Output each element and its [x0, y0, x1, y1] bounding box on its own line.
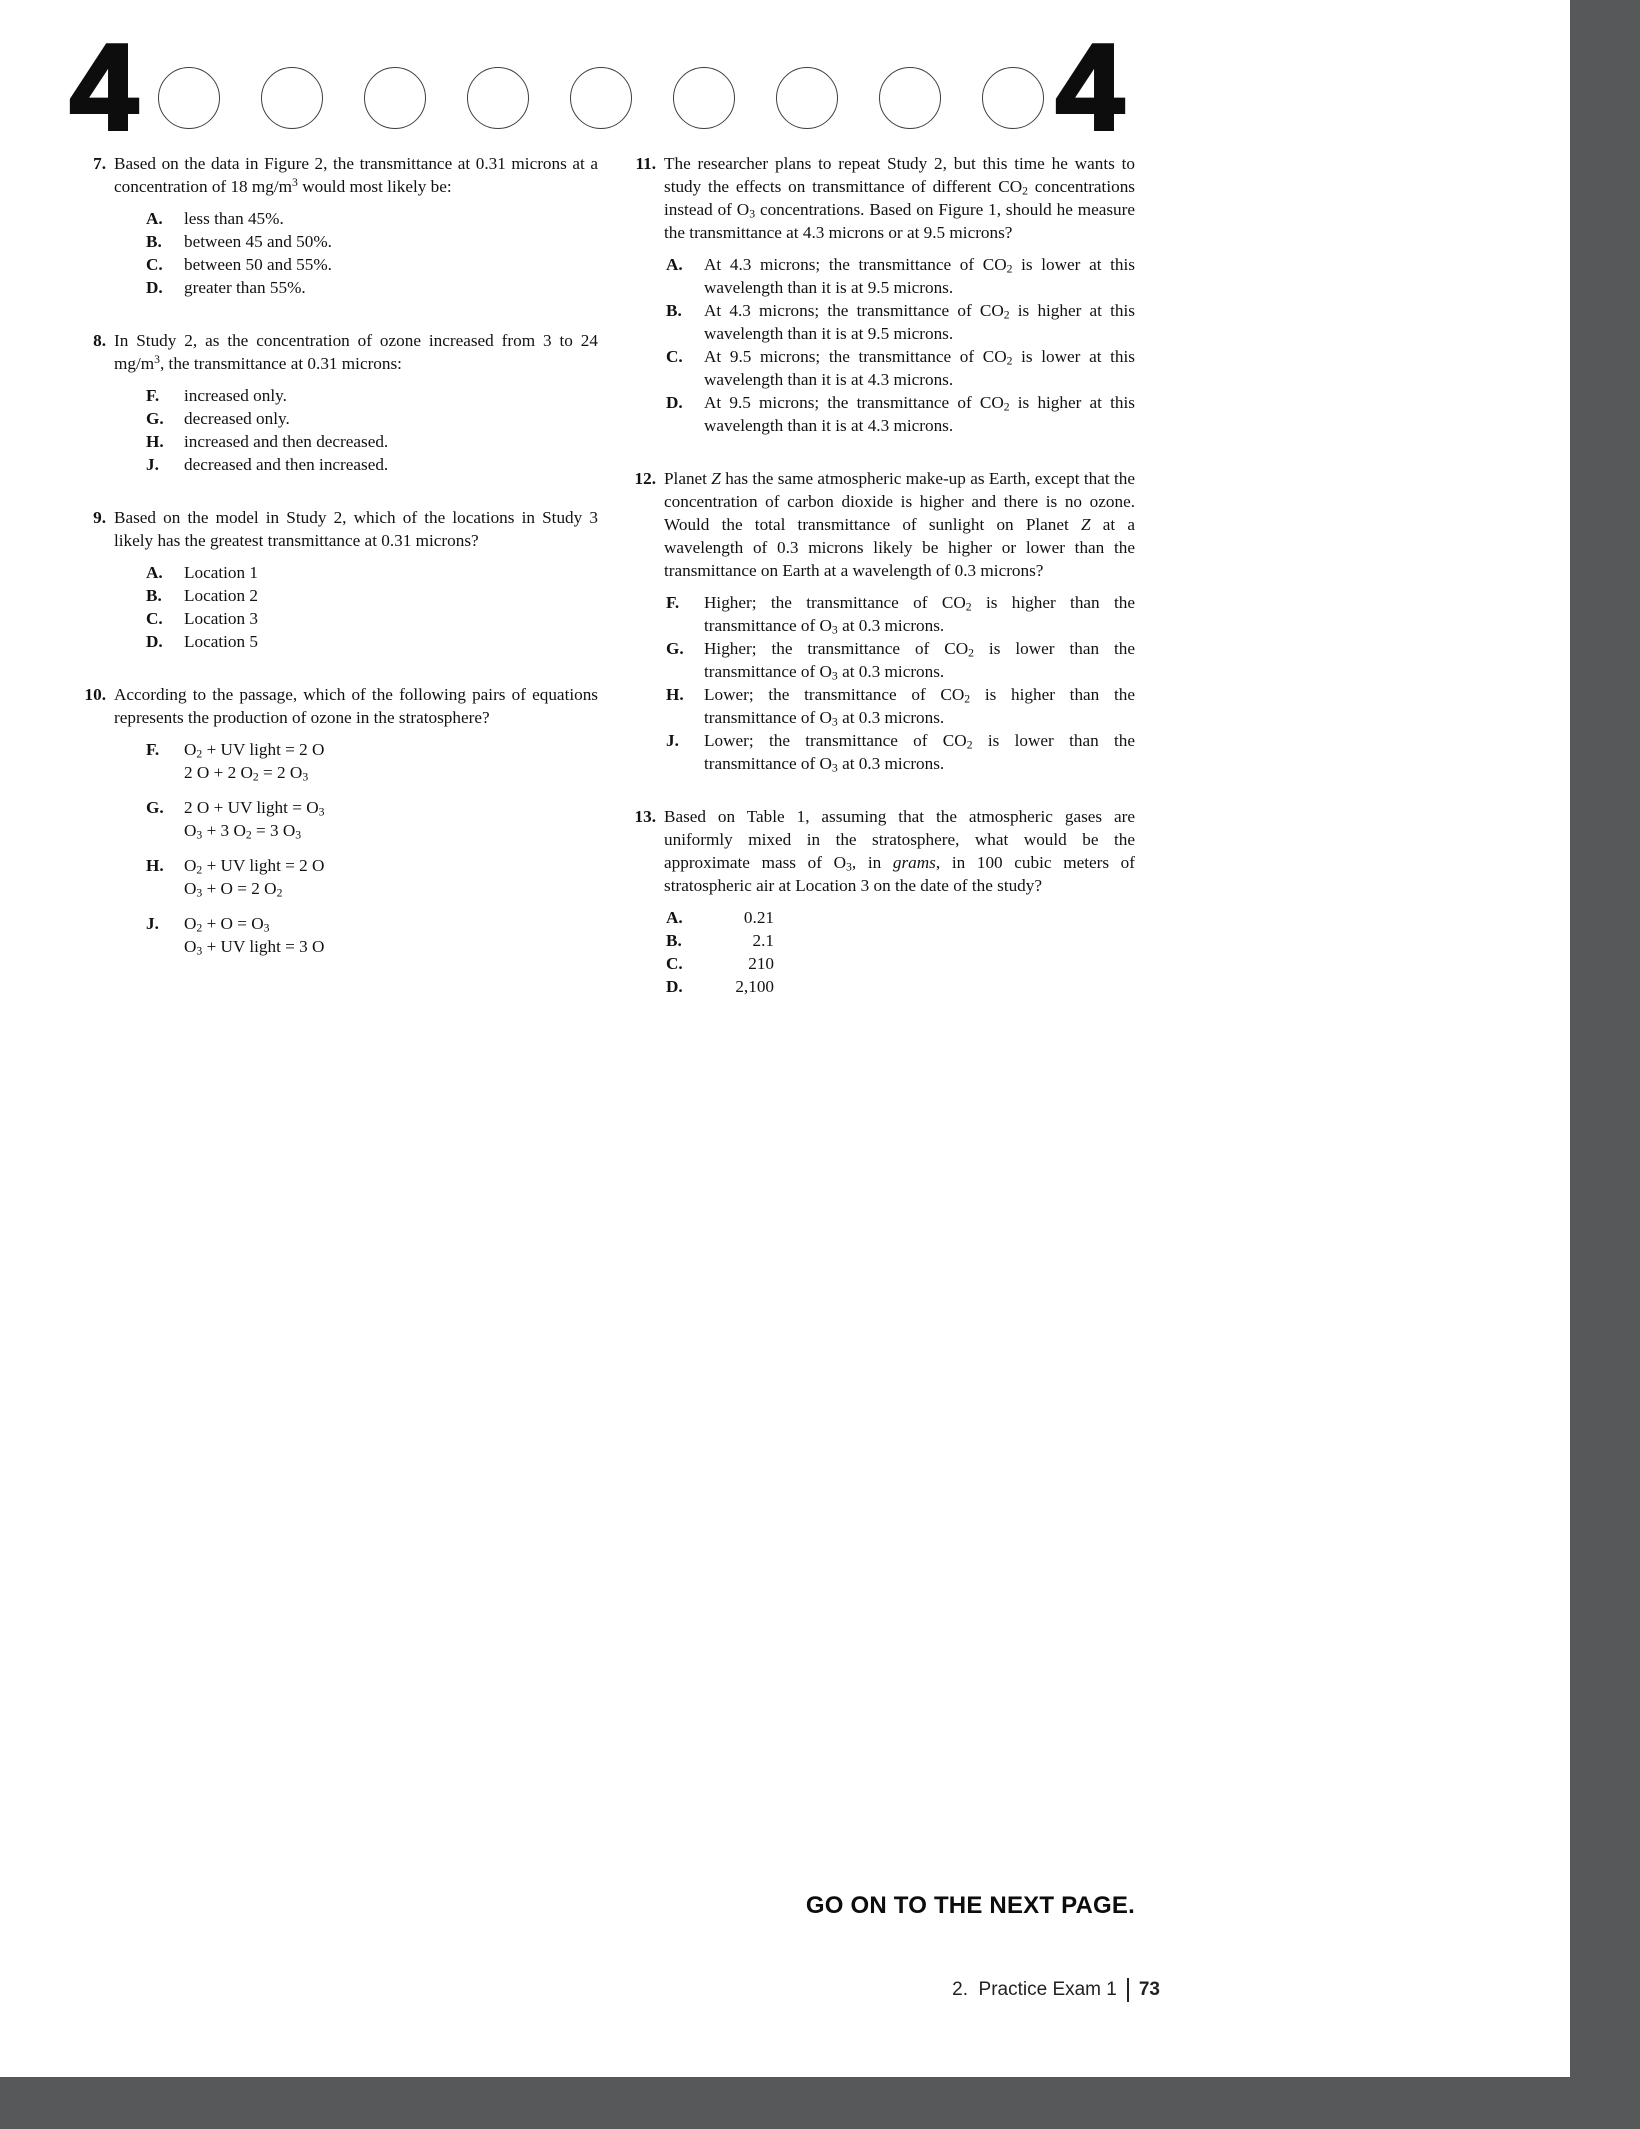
option-label: C. [666, 347, 683, 366]
answer-option [664, 345, 1135, 391]
answer-option [664, 975, 1135, 998]
option-label: A. [146, 563, 163, 582]
answer-bubble [879, 67, 941, 129]
option-text: increased only. [184, 386, 287, 405]
option-label: D. [666, 977, 683, 996]
option-text: Location 1 [184, 563, 258, 582]
bubble-row [158, 67, 1044, 129]
option-label: H. [146, 432, 164, 451]
option-text: between 45 and 50%. [184, 232, 332, 251]
answer-bubble [776, 67, 838, 129]
footer-label: 2. Practice Exam 1 [952, 1979, 1117, 2000]
answer-bubble [261, 67, 323, 129]
question-13 [620, 805, 1135, 998]
option-text: less than 45%. [184, 209, 284, 228]
answer-option [114, 630, 598, 653]
answer-bubble [467, 67, 529, 129]
question-number: 12. [634, 469, 656, 488]
question-stem: Based on the model in Study 2, which of the locations in Study 3 likely has the greatest transmittance at 0.31 microns? [114, 508, 598, 550]
answer-option [114, 207, 598, 230]
right-column [620, 152, 1135, 1028]
option-label: F. [146, 740, 160, 759]
options-list [114, 738, 598, 958]
answer-option [664, 637, 1135, 683]
option-text: At 9.5 microns; the transmittance of $CO_2$ is lower at this wavelength than it is at 4.3 microns. [704, 347, 1135, 389]
answer-option [114, 796, 598, 842]
option-text: At 4.3 microns; the transmittance of $CO_2$ is lower at this wavelength than it is at 9.5 microns. [704, 255, 1135, 297]
option-text: Lower; the transmittance of $CO_2$ is lower than the transmittance of $O_3$ at 0.3 microns. [704, 731, 1135, 775]
option-label: H. [146, 856, 164, 875]
left-column [70, 152, 598, 1000]
option-text: increased and then decreased. [184, 432, 389, 451]
question-number: 10. [84, 685, 106, 704]
answer-option [114, 854, 598, 900]
option-text: At 9.5 microns; the transmittance of $CO_2$ is higher at this wavelength than it is at 4.3 microns. [704, 393, 1135, 435]
answer-option [664, 253, 1135, 299]
answer-bubble [673, 67, 735, 129]
option-label: B. [666, 301, 682, 320]
option-label: H. [666, 685, 684, 704]
question-number: 13. [634, 807, 656, 826]
section-number-right: 4 [1056, 19, 1122, 155]
option-text: Location 2 [184, 586, 258, 605]
question-number: 7. [93, 154, 106, 173]
option-label: A. [666, 908, 683, 927]
option-text: 210 [748, 954, 774, 973]
option-equations: 2 O + UV light = $O_3$ $O_3 + 3$ $O_2 = 3$ $O_3$ [184, 798, 325, 842]
options-list [664, 253, 1135, 437]
option-text: greater than 55%. [184, 278, 306, 297]
option-text: decreased and then increased. [184, 455, 389, 474]
option-text: Location 5 [184, 632, 258, 651]
option-text: 2,100 [735, 977, 774, 996]
question-stem: In Study 2, as the concentration of ozone increased from 3 to 24 $mg/m^3$, the transmittance at 0.31 microns: [114, 331, 598, 373]
option-label: F. [666, 593, 680, 612]
answer-option [664, 299, 1135, 345]
question-stem: According to the passage, which of the following pairs of equations represents the production of ozone in the stratosphere? [114, 685, 598, 727]
answer-bubble [364, 67, 426, 129]
question-stem: Based on Table 1, assuming that the atmospheric gases are uniformly mixed in the stratosphere, what would be the approximate mass of $O_3$, in grams, in 100 cubic meters of stratospheric air at Location 3 on the date of the study? [664, 807, 1135, 895]
answer-option [664, 929, 1135, 952]
options-list [114, 561, 598, 653]
answer-option [114, 384, 598, 407]
option-text: Higher; the transmittance of $CO_2$ is higher than the transmittance of $O_3$ at 0.3 microns. [704, 593, 1135, 637]
answer-bubble [570, 67, 632, 129]
option-label: G. [666, 639, 684, 658]
question-stem: Based on the data in Figure 2, the transmittance at 0.31 microns at a concentration of 18 $mg/m^3$ would most likely be: [114, 154, 598, 196]
answer-option [114, 276, 598, 299]
option-label: J. [146, 914, 159, 933]
options-list [664, 906, 1135, 998]
answer-bubble [158, 67, 220, 129]
answer-bubble [982, 67, 1044, 129]
question-8 [70, 329, 598, 476]
answer-option [664, 683, 1135, 729]
option-label: G. [146, 409, 164, 428]
option-text: At 4.3 microns; the transmittance of $CO_2$ is higher at this wavelength than it is at 9.5 microns. [704, 301, 1135, 343]
option-label: G. [146, 798, 164, 817]
page-footer [620, 1978, 1160, 2002]
option-label: D. [146, 278, 163, 297]
option-text: Lower; the transmittance of $CO_2$ is higher than the transmittance of $O_3$ at 0.3 microns. [704, 685, 1135, 729]
answer-option [114, 407, 598, 430]
answer-option [114, 607, 598, 630]
option-text: 2.1 [752, 931, 774, 950]
answer-option [114, 230, 598, 253]
option-text: 0.21 [743, 908, 774, 927]
option-label: D. [666, 393, 683, 412]
option-equations: $O_2$ + UV light = 2 O 2 O + 2 $O_2 = 2$ $O_3$ [184, 740, 325, 784]
footer-divider [1127, 1978, 1129, 2002]
option-label: J. [146, 455, 159, 474]
option-label: B. [146, 586, 162, 605]
answer-option [114, 253, 598, 276]
question-number: 11. [635, 154, 656, 173]
option-label: B. [666, 931, 682, 950]
option-text: between 50 and 55%. [184, 255, 332, 274]
option-equations: $O_2 + O = O_3$ $O_3$ + UV light = 3 O [184, 914, 325, 958]
answer-option [664, 729, 1135, 775]
answer-option [114, 453, 598, 476]
options-list [114, 384, 598, 476]
question-stem: The researcher plans to repeat Study 2, but this time he wants to study the effects on transmittance of different $CO_2$ concentrations instead of $O_3$ concentrations. Based on Figure 1, should he measure the transmittance at 4.3 microns or at 9.5 microns? [664, 154, 1135, 242]
option-label: A. [146, 209, 163, 228]
answer-option [114, 584, 598, 607]
option-label: D. [146, 632, 163, 651]
question-12 [620, 467, 1135, 775]
question-9 [70, 506, 598, 653]
answer-option [114, 561, 598, 584]
options-list [664, 591, 1135, 775]
answer-option [114, 738, 598, 784]
question-stem: Planet Z has the same atmospheric make-up as Earth, except that the concentration of carbon dioxide is higher and there is no ozone. Would the total transmittance of sunlight on Planet Z at a wavelength of 0.3 microns likely be higher or lower than the transmittance on Earth at a wavelength of 0.3 microns? [664, 469, 1135, 580]
option-label: C. [666, 954, 683, 973]
option-label: C. [146, 609, 163, 628]
question-number: 9. [93, 508, 106, 527]
question-11 [620, 152, 1135, 437]
section-number-left: 4 [70, 19, 136, 155]
go-on-instruction: GO ON TO THE NEXT PAGE. [805, 1892, 1135, 1919]
question-number: 8. [93, 331, 106, 350]
option-text: Location 3 [184, 609, 258, 628]
option-text: Higher; the transmittance of $CO_2$ is lower than the transmittance of $O_3$ at 0.3 microns. [704, 639, 1135, 683]
option-label: F. [146, 386, 160, 405]
answer-option [664, 906, 1135, 929]
option-label: J. [666, 731, 679, 750]
question-7 [70, 152, 598, 299]
page-edge-band-right [1570, 0, 1640, 2129]
page-edge-band-bottom [0, 2077, 1640, 2129]
answer-option [114, 912, 598, 958]
option-label: C. [146, 255, 163, 274]
answer-option [114, 430, 598, 453]
answer-option [664, 391, 1135, 437]
answer-option [664, 952, 1135, 975]
option-label: A. [666, 255, 683, 274]
page-number: 73 [1138, 1979, 1160, 2000]
option-equations: $O_2$ + UV light = 2 O $O_3 + O = 2$ $O_2$ [184, 856, 325, 900]
option-text: decreased only. [184, 409, 290, 428]
options-list [114, 207, 598, 299]
question-10 [70, 683, 598, 970]
answer-option [664, 591, 1135, 637]
option-label: B. [146, 232, 162, 251]
